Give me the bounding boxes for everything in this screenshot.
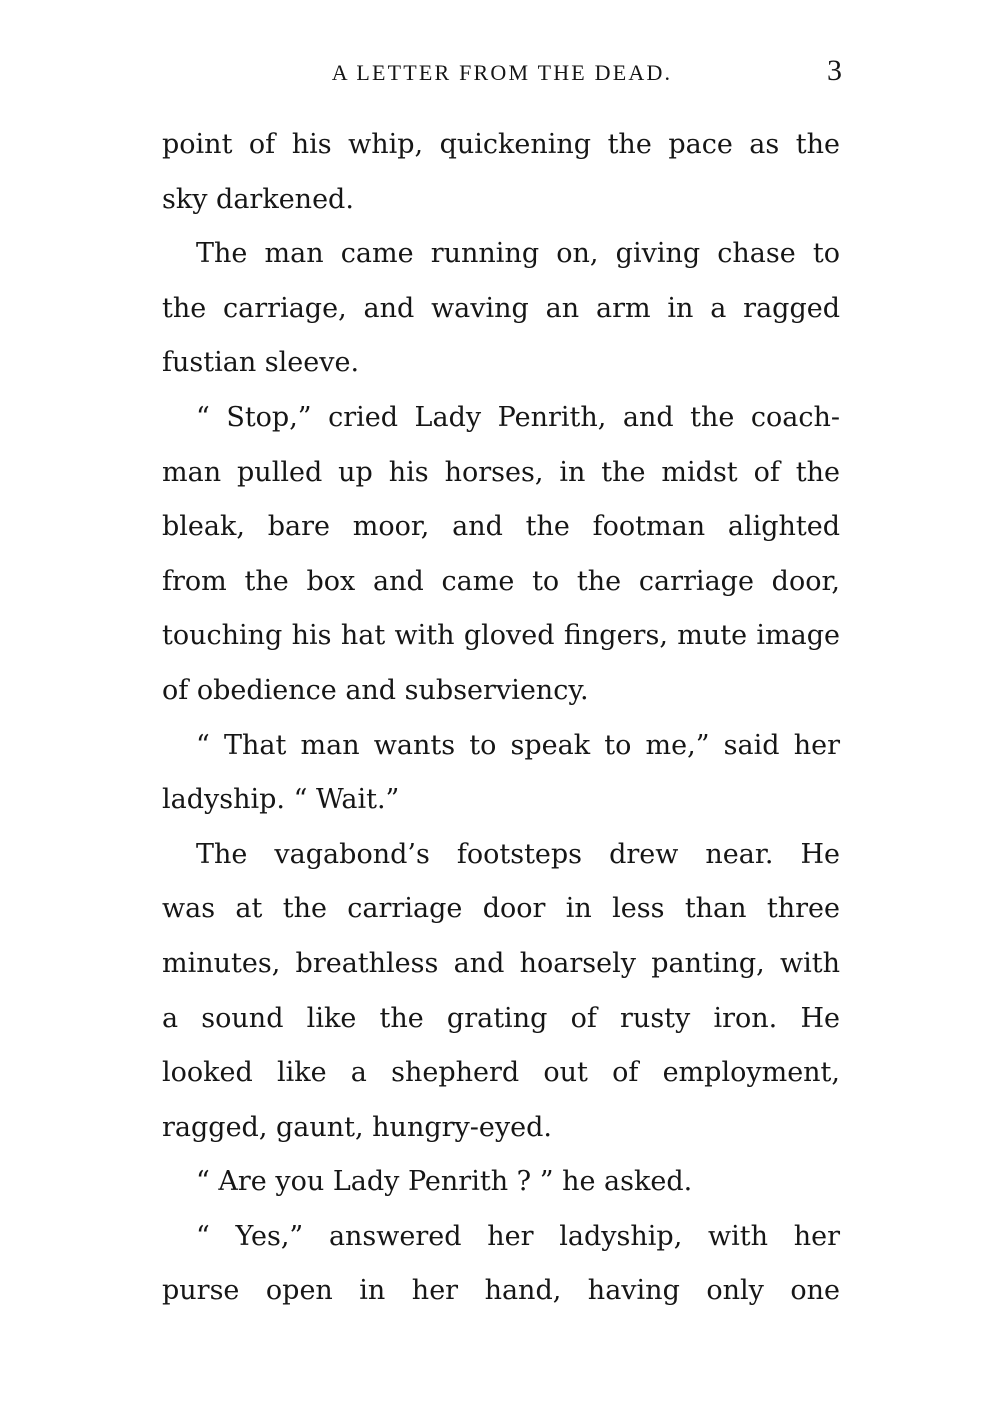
text-line: The man came running on, giving chase to [196, 238, 840, 270]
text-line: point of his whip, quickening the pace as the [162, 129, 840, 160]
text-line: “ That man wants to speak to me,” said her [196, 729, 840, 761]
text-line: “ Stop,” cried Lady Penrith, and the coach- [196, 401, 840, 433]
text-line: the carriage, and waving an arm in a ragged [162, 292, 840, 324]
text-line: a sound like the grating of rusty iron. He [162, 1002, 840, 1034]
text-line: sky darkened. [162, 183, 354, 215]
text-line: ladyship. “ Wait.” [162, 784, 400, 816]
running-head [162, 56, 842, 96]
text-line: from the box and came to the carriage door, [162, 565, 840, 597]
text-line: ragged, gaunt, hungry-eyed. [162, 1111, 552, 1143]
text-line: bleak, bare moor, and the footman alighted [162, 511, 840, 543]
text-line: touching his hat with gloved fingers, mute image [162, 620, 840, 652]
text-line: “ Are you Lady Penrith ? ” he asked. [196, 1166, 693, 1198]
body-text [162, 118, 840, 1319]
text-line: “ Yes,” answered her ladyship, with her [196, 1220, 840, 1252]
text-line: looked like a shepherd out of employment, [162, 1057, 840, 1089]
text-line: fustian sleeve. [162, 347, 360, 379]
text-line: minutes, breathless and hoarsely panting, with [162, 947, 840, 979]
text-line: The vagabond’s footsteps drew near. He [196, 838, 840, 870]
page-number: 3 [827, 54, 842, 87]
text-line: was at the carriage door in less than three [162, 893, 840, 925]
text-line: man pulled up his horses, in the midst of the [162, 456, 840, 488]
text-line: of obedience and subserviency. [162, 674, 589, 706]
text-line: purse open in her hand, having only one [162, 1275, 840, 1307]
running-title: A LETTER FROM THE DEAD. [331, 60, 673, 85]
